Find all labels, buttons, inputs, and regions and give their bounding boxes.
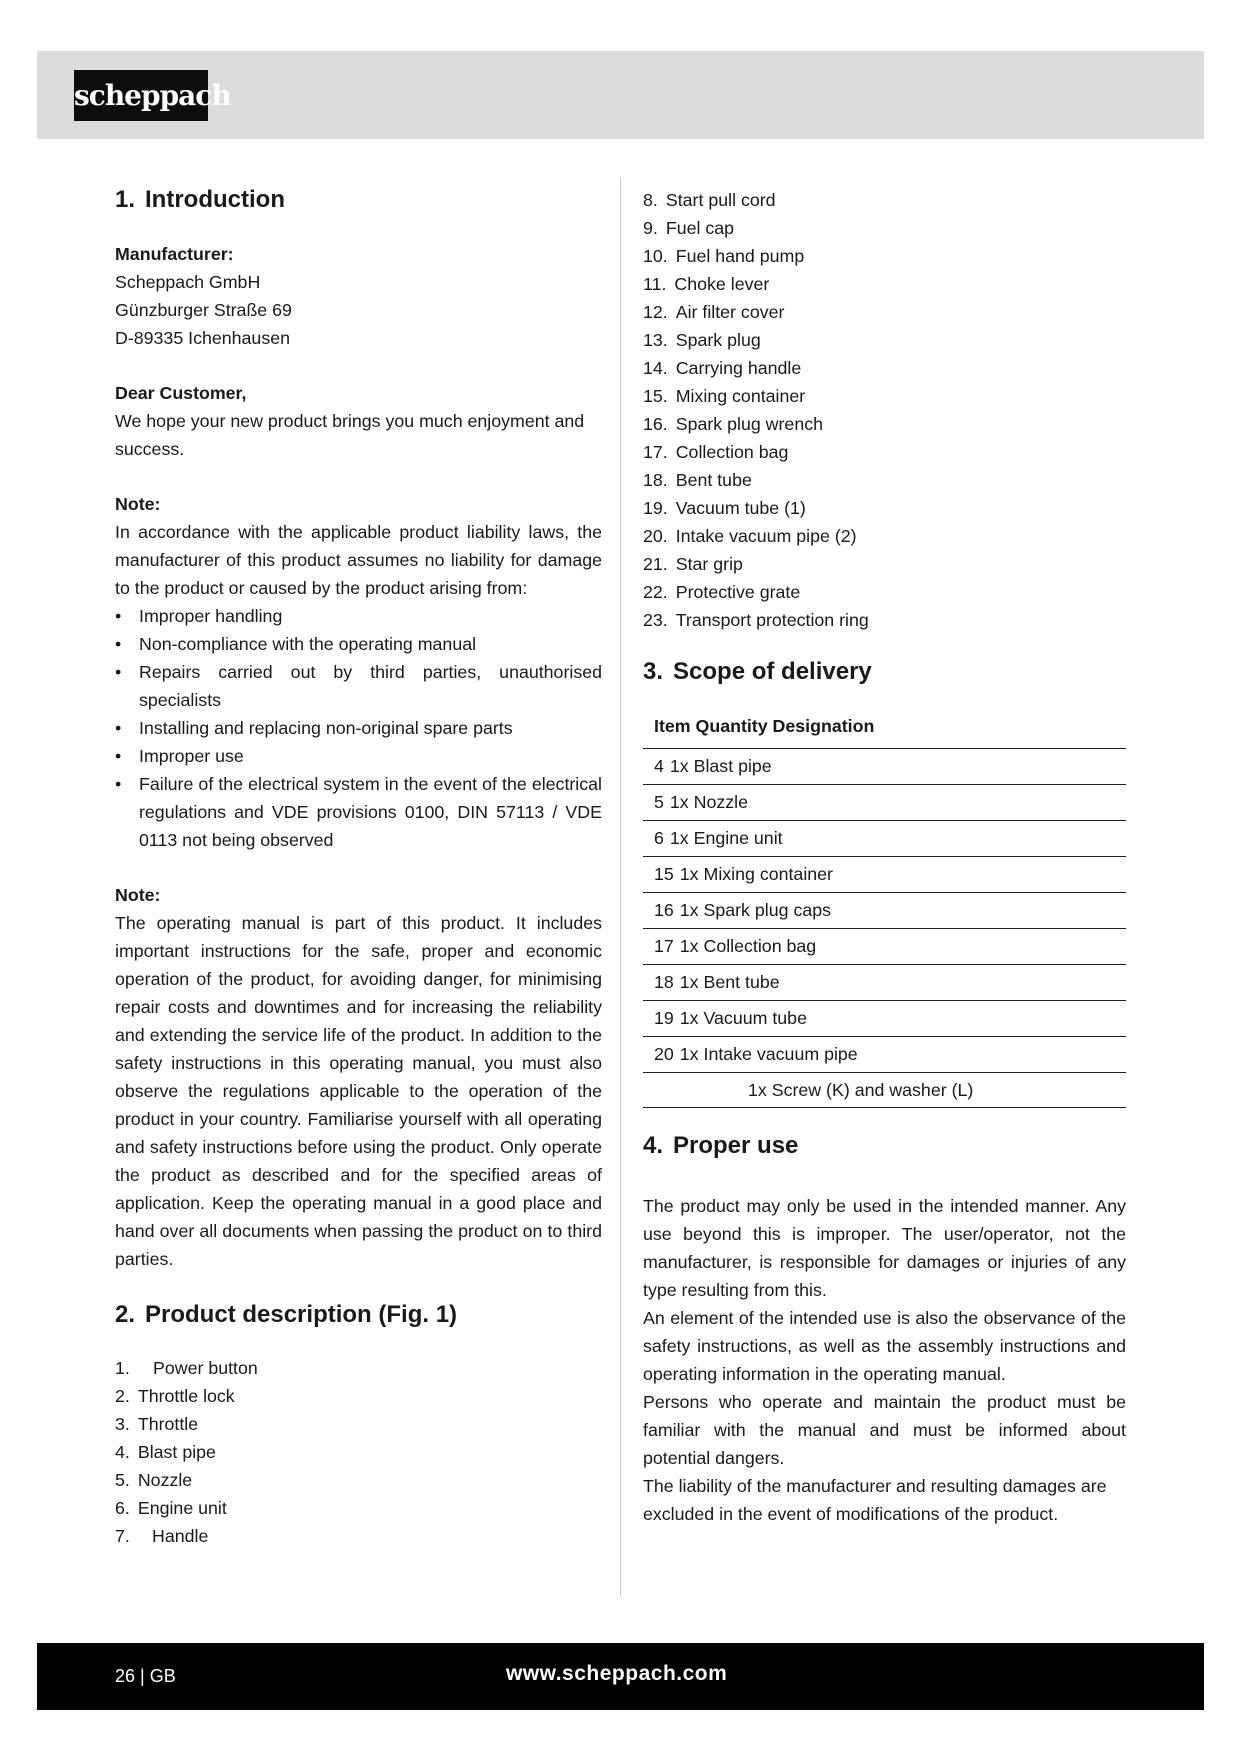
intro-heading: 1. Introduction bbox=[115, 186, 285, 213]
list-item: 11. Choke lever bbox=[643, 274, 770, 294]
table-row: 4 1x Blast pipe bbox=[643, 748, 1126, 784]
paragraph: The liability of the manufacturer and resulting damages are excluded in the event of modifications of the product. bbox=[643, 1476, 1107, 1524]
list-item: 9. Fuel cap bbox=[643, 218, 735, 238]
table-header: Item Quantity Designation bbox=[654, 716, 875, 736]
list-item: • Improper handling bbox=[115, 602, 602, 630]
list-item: 13. Spark plug bbox=[643, 330, 761, 350]
footer-bar bbox=[37, 1643, 1204, 1710]
list-item: 8. Start pull cord bbox=[643, 190, 776, 210]
bullet-icon: • bbox=[115, 634, 122, 654]
list-item: 10. Fuel hand pump bbox=[643, 246, 805, 266]
paragraph: The product may only be used in the intended manner. Any use beyond this is improper. The user/operator, not the manufacturer, is responsible for damages or injuries of any type resulting from this. bbox=[643, 1196, 1126, 1300]
website-link[interactable]: www.scheppach.com bbox=[506, 1662, 728, 1685]
manufacturer-line: Günzburger Straße 69 bbox=[115, 300, 292, 320]
right-column bbox=[643, 178, 1126, 1528]
list-item: 20. Intake vacuum pipe (2) bbox=[643, 526, 857, 546]
manufacturer-line: Scheppach GmbH bbox=[115, 272, 261, 292]
note-text: In accordance with the applicable product liability laws, the manufacturer of this product assumes no liability for damage to the product or caused by the product arising from: bbox=[115, 522, 602, 598]
bullet-icon: • bbox=[115, 606, 122, 626]
list-item: • Repairs carried out by third parties, unauthorised specialists bbox=[115, 658, 602, 714]
table-row: 5 1x Nozzle bbox=[643, 784, 1126, 820]
list-item: 2. Throttle lock bbox=[115, 1386, 235, 1406]
page-number: 26 | GB bbox=[115, 1666, 176, 1686]
scheppach-logo: scheppach bbox=[74, 70, 208, 121]
list-item: 4. Blast pipe bbox=[115, 1442, 216, 1462]
list-item: 14. Carrying handle bbox=[643, 358, 802, 378]
list-item: 16. Spark plug wrench bbox=[643, 414, 823, 434]
list-item: 21. Star grip bbox=[643, 554, 743, 574]
proper-use-body bbox=[643, 1192, 1126, 1528]
list-item: 5. Nozzle bbox=[115, 1470, 193, 1490]
list-item: • Improper use bbox=[115, 742, 602, 770]
table-row: 6 1x Engine unit bbox=[643, 820, 1126, 856]
bullet-icon: • bbox=[115, 662, 122, 682]
scope-table bbox=[643, 712, 1126, 1108]
column-divider bbox=[620, 178, 621, 1596]
table-row: 19 1x Vacuum tube bbox=[643, 1000, 1126, 1036]
manufacturer-line: D-89335 Ichenhausen bbox=[115, 328, 290, 348]
product-parts-list-continued bbox=[643, 186, 1126, 634]
bullet-icon: • bbox=[115, 774, 122, 794]
list-item: • Non-compliance with the operating manual bbox=[115, 630, 602, 658]
table-row: 20 1x Intake vacuum pipe bbox=[643, 1036, 1126, 1072]
list-item: 12. Air filter cover bbox=[643, 302, 785, 322]
proper-use-heading: 4. Proper use bbox=[643, 1132, 799, 1159]
list-item: 6. Engine unit bbox=[115, 1498, 227, 1518]
list-item: 7. Handle bbox=[115, 1526, 209, 1546]
list-item: 23. Transport protection ring bbox=[643, 610, 869, 630]
list-item: 22. Protective grate bbox=[643, 582, 801, 602]
list-item: 15. Mixing container bbox=[643, 386, 806, 406]
bullet-icon: • bbox=[115, 746, 122, 766]
paragraph: Persons who operate and maintain the product must be familiar with the manual and must be informed about potential dangers. bbox=[643, 1392, 1126, 1468]
left-column bbox=[115, 178, 602, 1550]
product-parts-list bbox=[115, 1354, 602, 1550]
table-row: 1x Screw (K) and washer (L) bbox=[643, 1072, 1126, 1108]
product-description-heading: 2. Product description (Fig. 1) bbox=[115, 1301, 458, 1328]
list-item: 17. Collection bag bbox=[643, 442, 789, 462]
table-row: 15 1x Mixing container bbox=[643, 856, 1126, 892]
list-item: • Installing and replacing non-original spare parts bbox=[115, 714, 602, 742]
table-row: 16 1x Spark plug caps bbox=[643, 892, 1126, 928]
list-item: 3. Throttle bbox=[115, 1414, 199, 1434]
customer-text: We hope your new product brings you much enjoyment and success. bbox=[115, 411, 585, 459]
list-item: 18. Bent tube bbox=[643, 470, 752, 490]
list-item: 19. Vacuum tube (1) bbox=[643, 498, 806, 518]
scope-heading: 3. Scope of delivery bbox=[643, 658, 872, 685]
note-label: Note: bbox=[115, 494, 161, 514]
customer-label: Dear Customer, bbox=[115, 383, 247, 403]
note-label: Note: bbox=[115, 885, 161, 905]
bullet-icon: • bbox=[115, 718, 122, 738]
table-row: 18 1x Bent tube bbox=[643, 964, 1126, 1000]
list-item: 1. Power button bbox=[115, 1358, 258, 1378]
table-row: 17 1x Collection bag bbox=[643, 928, 1126, 964]
note-text: The operating manual is part of this product. It includes important instructions for the safe, proper and economic operation of the product, for avoiding danger, for minimising repair costs and downtimes and for increasing the reliability and extending the service life of the product. In addition to the safety instructions in this operating manual, you must also observe the regulations applicable to the operation of the product in your country. Familiarise yourself with all operating and safety instructions before using the product. Only operate the product as described and for the specified areas of application. Keep the operating manual in a good place and hand over all documents when passing the product on to third parties. bbox=[115, 913, 602, 1269]
paragraph: An element of the intended use is also the observance of the safety instructions, as well as the assembly instructions and operating information in the operating manual. bbox=[643, 1308, 1126, 1384]
list-item: • Failure of the electrical system in the event of the electrical regulations and VDE provisions 0100, DIN 57113 / VDE 0113 not being observed bbox=[115, 770, 602, 854]
manufacturer-label: Manufacturer: bbox=[115, 244, 234, 264]
